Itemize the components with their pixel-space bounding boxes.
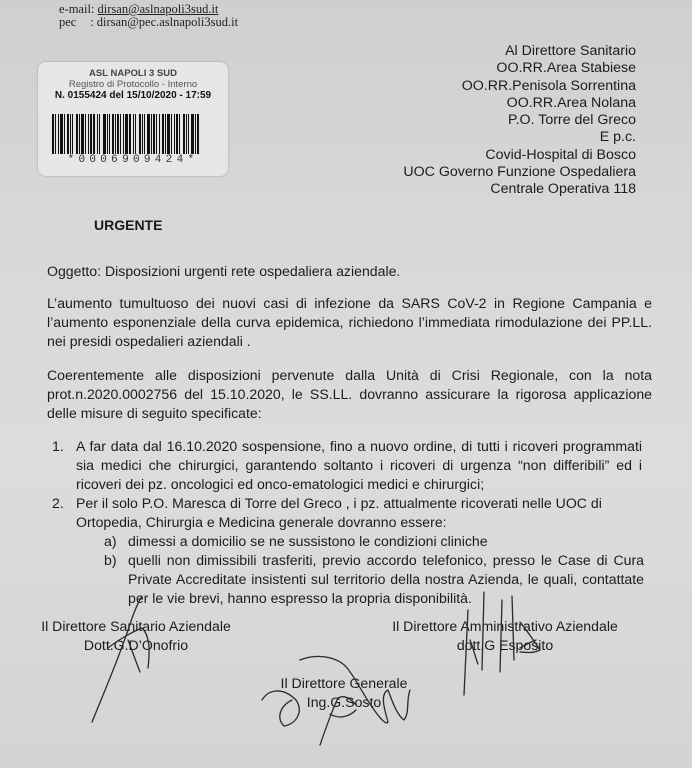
barcode-bar: [99, 114, 100, 154]
stamp-registry: Registro di Protocollo - Interno: [68, 79, 198, 90]
recipient-line: Centrale Operativa 118: [490, 181, 636, 198]
subitem-letter: b): [104, 552, 117, 568]
barcode-icon: [52, 114, 214, 154]
signature-title: Il Direttore Generale: [280, 675, 408, 691]
barcode-bar: [115, 114, 116, 154]
signature-name: dott.G Esposito: [456, 637, 554, 653]
barcode-bar: [144, 114, 145, 154]
signature-name: Ing.G.Sosto: [306, 694, 382, 710]
signature-name: Dott.G.D’Onofrio: [83, 637, 189, 653]
barcode-bar: [186, 114, 187, 154]
signature-title: Il Direttore Amministrativo Aziendale: [392, 618, 618, 634]
email-link[interactable]: dirsan@aslnapoli3sud.it: [97, 2, 219, 16]
recipient-line: OO.RR.Penisola Sorrentina: [461, 77, 636, 94]
barcode-bar: [93, 114, 95, 154]
protocol-stamp: [38, 62, 228, 176]
barcode-bar: [120, 114, 121, 154]
barcode-bar: [58, 114, 59, 154]
stamp-org: ASL NAPOLI 3 SUD: [89, 68, 177, 79]
barcode-bar: [117, 114, 119, 154]
barcode-bar: [112, 114, 114, 154]
header-email-line: [59, 2, 218, 16]
measure-text: A far data dal 16.10.2020 sospensione, fino a nuovo ordine, di tutti i ricoveri programmati sia medici che chirurgici, garantendo soltanto i ricoveri di urgenza “non differibili” ed i ricoveri dei pz. oncologici ed onco-ematologici medici e chirurgici;: [76, 438, 642, 492]
barcode-bar: [81, 114, 84, 154]
urgency-label: URGENTE: [94, 217, 163, 233]
signature-admin-director: [374, 617, 636, 655]
pec-address: : dirsan@pec.aslnapoli3sud.it: [90, 15, 239, 29]
signature-title: Il Direttore Sanitario Aziendale: [41, 618, 231, 634]
recipients-block: [403, 43, 636, 199]
barcode-bar: [188, 114, 189, 154]
paragraph-measures-intro: Coerentemente alle disposizioni pervenute dalla Unità di Crisi Regionale, con la nota prot.n.2020.0002756 del 15.10.2020, le SS.LL. dovranno assicurare la rigorosa applicazione delle misure di seguito specificate:: [47, 367, 652, 421]
barcode-bar: [159, 114, 160, 154]
barcode-bar: [179, 114, 180, 154]
barcode-bar: [156, 114, 157, 154]
pec-label: pec: [59, 15, 77, 29]
barcode-bar: [139, 114, 141, 154]
barcode-bar: [162, 114, 164, 154]
barcode-bar: [133, 114, 134, 154]
barcode-bar: [129, 114, 131, 154]
barcode-number: *0006909424*: [67, 154, 199, 166]
stamp-number: N. 0155424 del 15/10/2020 - 17:59: [54, 90, 212, 101]
barcode-bar: [60, 114, 63, 154]
barcode-bar: [107, 114, 108, 154]
barcode-bar: [174, 114, 175, 154]
subitem-text: quelli non dimissibili trasferiti, previo accordo telefonico, presso le Case di Cura Private Accreditate insistenti sul territorio della nostra Azienda, le quali, contattate per le vie brevi, hanno espresso la propria disponibilità.: [128, 552, 644, 606]
barcode-bar: [176, 114, 178, 154]
signature-scribble-donofrio: [92, 596, 149, 722]
recipient-line: P.O. Torre del Greco: [507, 112, 636, 129]
measure-number: 1.: [52, 438, 64, 454]
email-label: e-mail:: [59, 2, 95, 16]
paragraph-intro: L’aumento tumultuoso dei nuovi casi di infezione da SARS CoV-2 in Regione Campania e l’aumento esponenziale della curva epidemica, richiedono l’immediata rimodulazione dei PP.LL. nei presidi ospedalieri aziendali .: [47, 295, 652, 349]
barcode-bar: [97, 114, 98, 154]
signature-health-director: [22, 617, 250, 655]
recipient-line: Al Direttore Sanitario: [505, 43, 636, 59]
barcode-bar: [64, 114, 65, 154]
recipient-line: E p.c.: [599, 129, 636, 146]
measure-text: Per il solo P.O. Maresca di Torre del Greco , i pz. attualmente ricoverati nelle UOC di Ortopedia, Chirurgia e Medicina generale dovranno essere:: [76, 495, 602, 530]
barcode-bar: [55, 114, 56, 154]
barcode-bar: [67, 114, 69, 154]
subitem-letter: a): [104, 533, 117, 549]
recipient-line: OO.RR.Area Stabiese: [496, 60, 636, 77]
subitem-text: dimessi a domicilio se ne sussistono le condizioni cliniche: [128, 533, 488, 549]
barcode-bar: [195, 114, 196, 154]
barcode-bar: [191, 114, 194, 154]
recipient-line: OO.RR.Area Nolana: [506, 94, 636, 111]
barcode-bar: [135, 114, 136, 154]
barcode-bar: [197, 114, 199, 154]
barcode-bar: [183, 114, 185, 154]
recipient-line: UOC Governo Funzione Ospedaliera: [403, 164, 636, 181]
barcode-bar: [153, 114, 155, 154]
barcode-bar: [85, 114, 86, 154]
measure-number: 2.: [52, 495, 64, 511]
barcode-bar: [90, 114, 92, 154]
recipient-line: Covid-Hospital di Bosco: [485, 146, 636, 163]
barcode-bar: [88, 114, 89, 154]
subject-line: Oggetto: Disposizioni urgenti rete ospedaliera aziendale.: [47, 263, 401, 279]
header-pec-line: [59, 15, 238, 29]
barcode-bar: [79, 114, 80, 154]
barcode-bar: [147, 114, 150, 154]
signature-general-director: [264, 674, 424, 712]
barcode-bar: [165, 114, 166, 154]
barcode-bar: [52, 114, 54, 154]
barcode-bar: [125, 114, 128, 154]
barcode-bar: [151, 114, 152, 154]
barcode-bar: [171, 114, 172, 154]
barcode-bar: [167, 114, 170, 154]
barcode-bar: [103, 114, 106, 154]
barcode-bar: [72, 114, 73, 154]
barcode-bar: [70, 114, 71, 154]
barcode-bar: [123, 114, 124, 154]
barcode-bar: [109, 114, 110, 154]
barcode-bar: [76, 114, 78, 154]
barcode-bar: [142, 114, 143, 154]
